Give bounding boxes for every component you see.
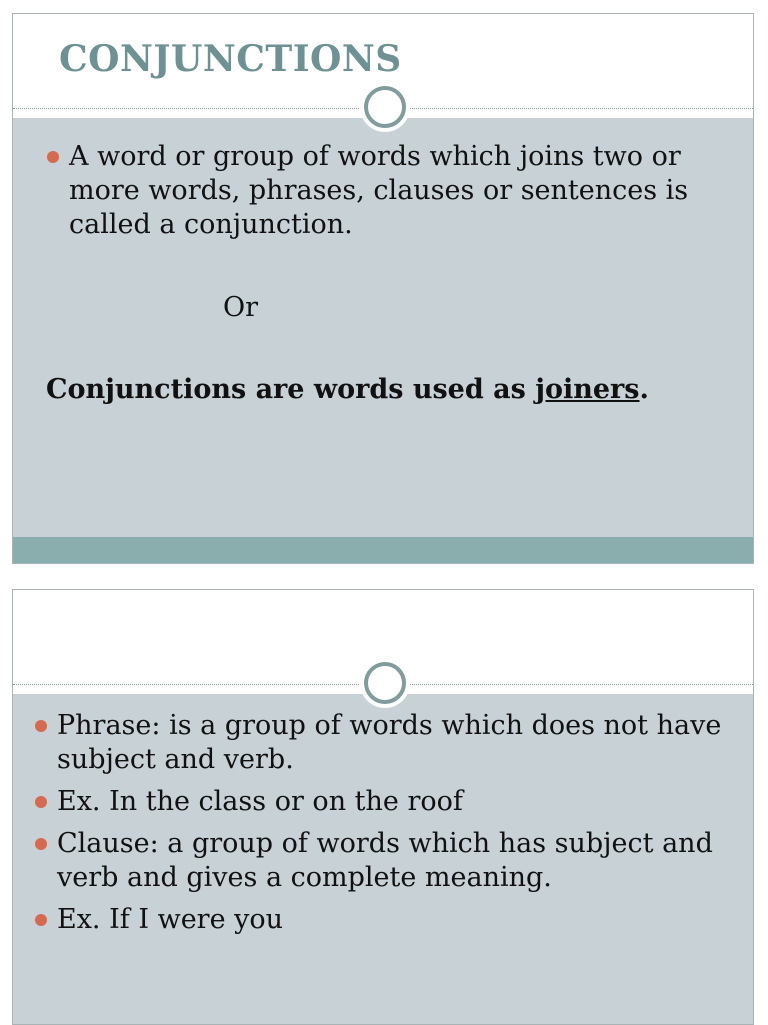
statement-underlined: joiners [535, 374, 640, 405]
bullet-text: Phrase: is a group of words which does not have subject and verb. [57, 710, 722, 775]
circle-ornament-icon [364, 86, 406, 128]
slide-1 [12, 13, 754, 564]
list-item [57, 709, 737, 777]
list-item [69, 140, 749, 242]
bullet-icon [47, 151, 59, 163]
bullet-text: A word or group of words which joins two or more words, phrases, clauses or sentences is called a conjunction. [69, 141, 689, 240]
footer-band [13, 537, 753, 564]
or-text: Or [223, 292, 259, 323]
definition-statement [46, 374, 649, 405]
bullet-text: Clause: a group of words which has subject and verb and gives a complete meaning. [57, 828, 713, 893]
bullet-icon [35, 796, 47, 808]
statement-prefix: Conjunctions are words used as [46, 374, 536, 405]
statement-suffix: . [639, 374, 649, 405]
list-item [57, 785, 737, 819]
bullet-text: Ex. In the class or on the roof [57, 786, 463, 817]
list-item [57, 903, 737, 937]
bullet-text: Ex. If I were you [57, 904, 284, 935]
slide-2 [12, 589, 754, 1025]
list-item [57, 827, 737, 895]
bullet-list [57, 709, 737, 945]
bullet-icon [35, 914, 47, 926]
circle-ornament-icon [364, 662, 406, 704]
bullet-icon [35, 720, 47, 732]
slide-title: CONJUNCTIONS [59, 38, 402, 80]
bullet-list [69, 140, 749, 242]
bullet-icon [35, 838, 47, 850]
